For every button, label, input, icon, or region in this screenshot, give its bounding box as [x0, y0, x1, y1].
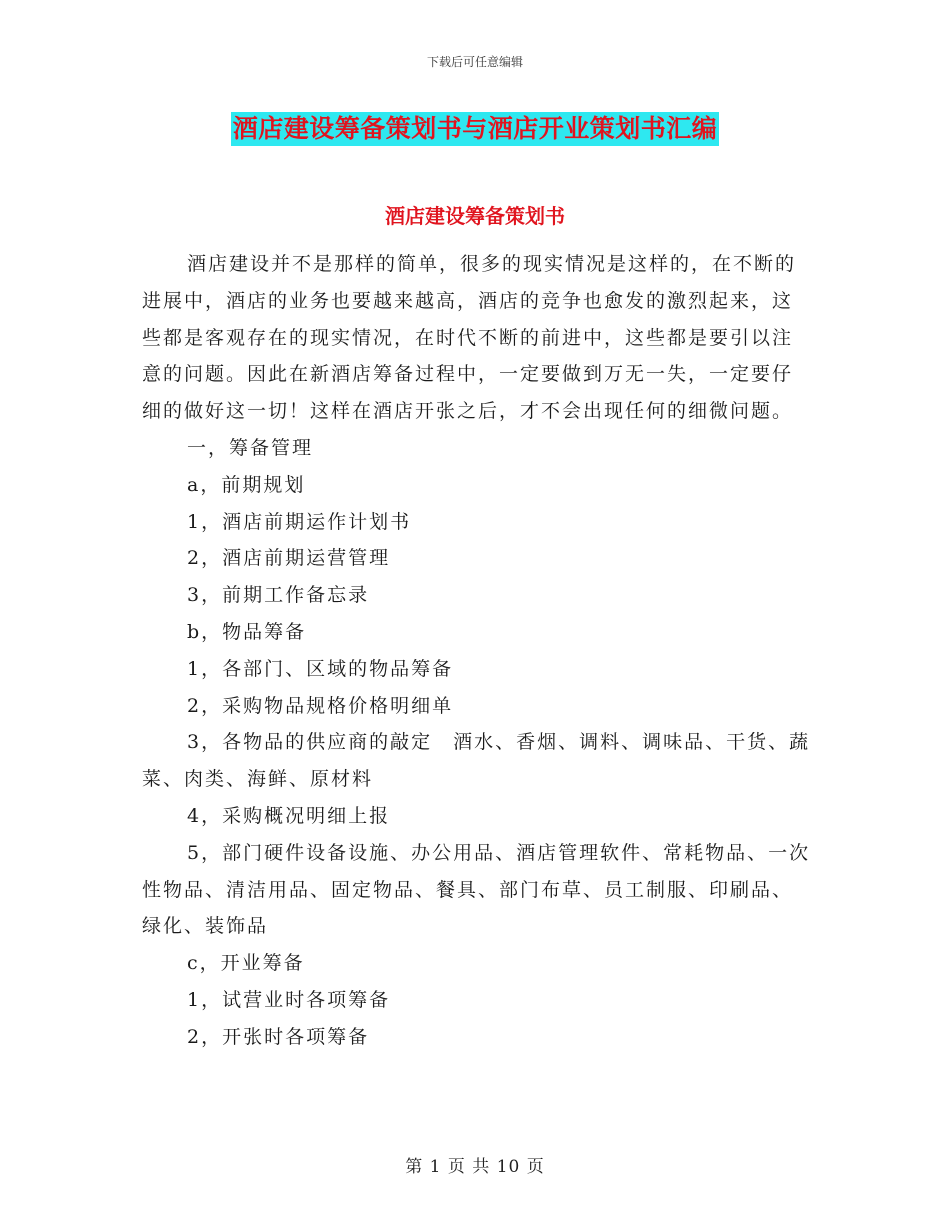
list-item: a，前期规划: [187, 473, 306, 496]
page-footer: 第 1 页 共 10 页: [405, 1157, 545, 1177]
list-item: 1，酒店前期运作计划书: [187, 510, 412, 533]
list-item: 1，各部门、区域的物品筹备: [187, 657, 454, 680]
document-title: 酒店建设筹备策划书与酒店开业策划书汇编: [231, 112, 720, 146]
list-item: 4，采购概况明细上报: [187, 804, 391, 827]
list-item: 3，前期工作备忘录: [187, 584, 370, 607]
list-item: c，开业筹备: [187, 952, 305, 975]
list-item: 1，试营业时各项筹备: [187, 988, 391, 1011]
document-body: [142, 246, 812, 1056]
list-item: 2，酒店前期运营管理: [187, 547, 391, 570]
list-item: b，物品筹备: [187, 620, 307, 643]
section-title: 酒店建设筹备策划书: [385, 204, 565, 228]
document-title-container: [0, 112, 950, 146]
header-note: 下载后可任意编辑: [426, 55, 523, 69]
list-item: 5，部门硬件设备设施、办公用品、酒店管理软件、常耗物品、一次性物品、清洁用品、固定物品、餐具、部门布草、员工制服、印刷品、绿化、装饰品: [142, 841, 811, 938]
list-item: 2，采购物品规格价格明细单: [187, 694, 454, 717]
list-item: 一，筹备管理: [187, 436, 314, 459]
list-item: 3，各物品的供应商的敲定 酒水、香烟、调料、调味品、干货、蔬菜、肉类、海鲜、原材料: [142, 731, 811, 791]
intro-paragraph: 酒店建设并不是那样的简单，很多的现实情况是这样的，在不断的进展中，酒店的业务也要越来越高，酒店的竞争也愈发的激烈起来，这些都是客观存在的现实情况，在时代不断的前进中，这些都是要引以注意的问题。因此在新酒店筹备过程中，一定要做到万无一失，一定要仔细的做好这一切！这样在酒店开张之后，才不会出现任何的细微问题。: [142, 253, 797, 423]
list-item: 2，开张时各项筹备: [187, 1025, 370, 1048]
